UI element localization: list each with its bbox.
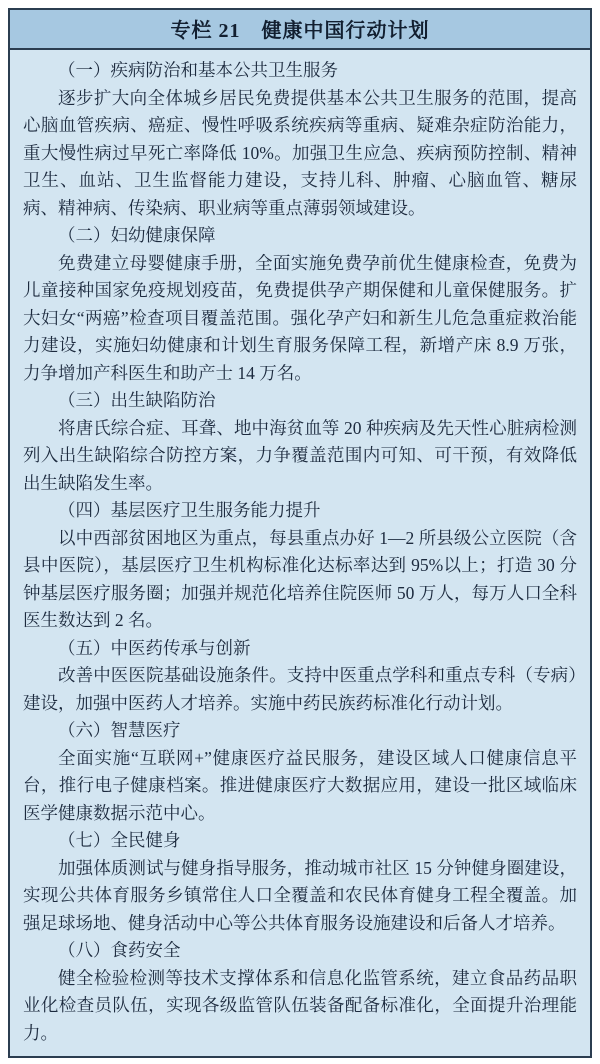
section-paragraph: 逐步扩大向全体城乡居民免费提供基本公共卫生服务的范围，提高心脑血管疾病、癌症、慢性呼吸系统疾病等重病、疑难杂症防治能力，重大慢性病过早死亡率降低 10%。加强卫生应急、疾病预防控制、精神卫生、血站、卫生监督能力建设，支持儿科、肿瘤、心脑血管、糖尿病、精神病、传染病、职业病等重点薄弱领域建设。 [23, 87, 577, 218]
section-paragraph: 健全检验检测等技术支撑体系和信息化监管系统，建立食品药品职业化检查员队伍，实现各级监管队伍装备配备标准化，全面提升治理能力。 [23, 967, 577, 1043]
panel-header [10, 10, 590, 50]
section-heading: （五）中医药传承与创新 [58, 637, 251, 658]
section-paragraph: 全面实施“互联网+”健康医疗益民服务，建设区域人口健康信息平台，推行电子健康档案。推进健康医疗大数据应用，建设一批区域临床医学健康数据示范中心。 [23, 747, 577, 823]
section-heading: （六）智慧医疗 [58, 720, 181, 740]
section-paragraph: 将唐氏综合症、耳聋、地中海贫血等 20 种疾病及先天性心脏病检测列入出生缺陷综合防控方案，力争覆盖范围内可知、可干预，有效降低出生缺陷发生率。 [23, 417, 577, 493]
section-paragraph: 以中西部贫困地区为重点，每县重点办好 1—2 所县级公立医院（含县中医院），基层医疗卫生机构标准化达标率达到 95%以上；打造 30 分钟基层医疗服务圈；加强并规范化培养住院医师 50 万人，每万人口全科医生数达到 2 名。 [23, 527, 577, 630]
section-heading: （四）基层医疗卫生服务能力提升 [58, 500, 321, 520]
panel-body [10, 50, 590, 1056]
panel-title: 专栏 21 健康中国行动计划 [170, 20, 430, 42]
section-paragraph: 加强体质测试与健身指导服务，推动城市社区 15 分钟健身圈建设，实现公共体育服务乡镇常住人口全覆盖和农民体育健身工程全覆盖。加强足球场地、健身活动中心等公共体育服务设施建设和后备人才培养。 [23, 857, 577, 933]
section-heading: （三）出生缺陷防治 [58, 390, 216, 410]
section-heading: （八）食药安全 [58, 940, 181, 960]
section-heading: （二）妇幼健康保障 [58, 225, 216, 245]
section-heading: （七）全民健身 [58, 830, 181, 850]
section-paragraph: 改善中医医院基础设施条件。支持中医重点学科和重点专科（专病）建设，加强中医药人才培养。实施中药民族药标准化行动计划。 [23, 665, 577, 713]
column-panel [8, 8, 592, 1058]
section-heading: （一）疾病防治和基本公共卫生服务 [58, 60, 338, 80]
section-paragraph: 免费建立母婴健康手册，全面实施免费孕前优生健康检查，免费为儿童接种国家免疫规划疫苗，免费提供孕产期保健和儿童保健服务。扩大妇女“两癌”检查项目覆盖范围。强化孕产妇和新生儿危急重症救治能力建设，实施妇幼健康和计划生育服务保障工程，新增产床 8.9 万张，力争增加产科医生和助产士 14 万名。 [23, 252, 577, 383]
